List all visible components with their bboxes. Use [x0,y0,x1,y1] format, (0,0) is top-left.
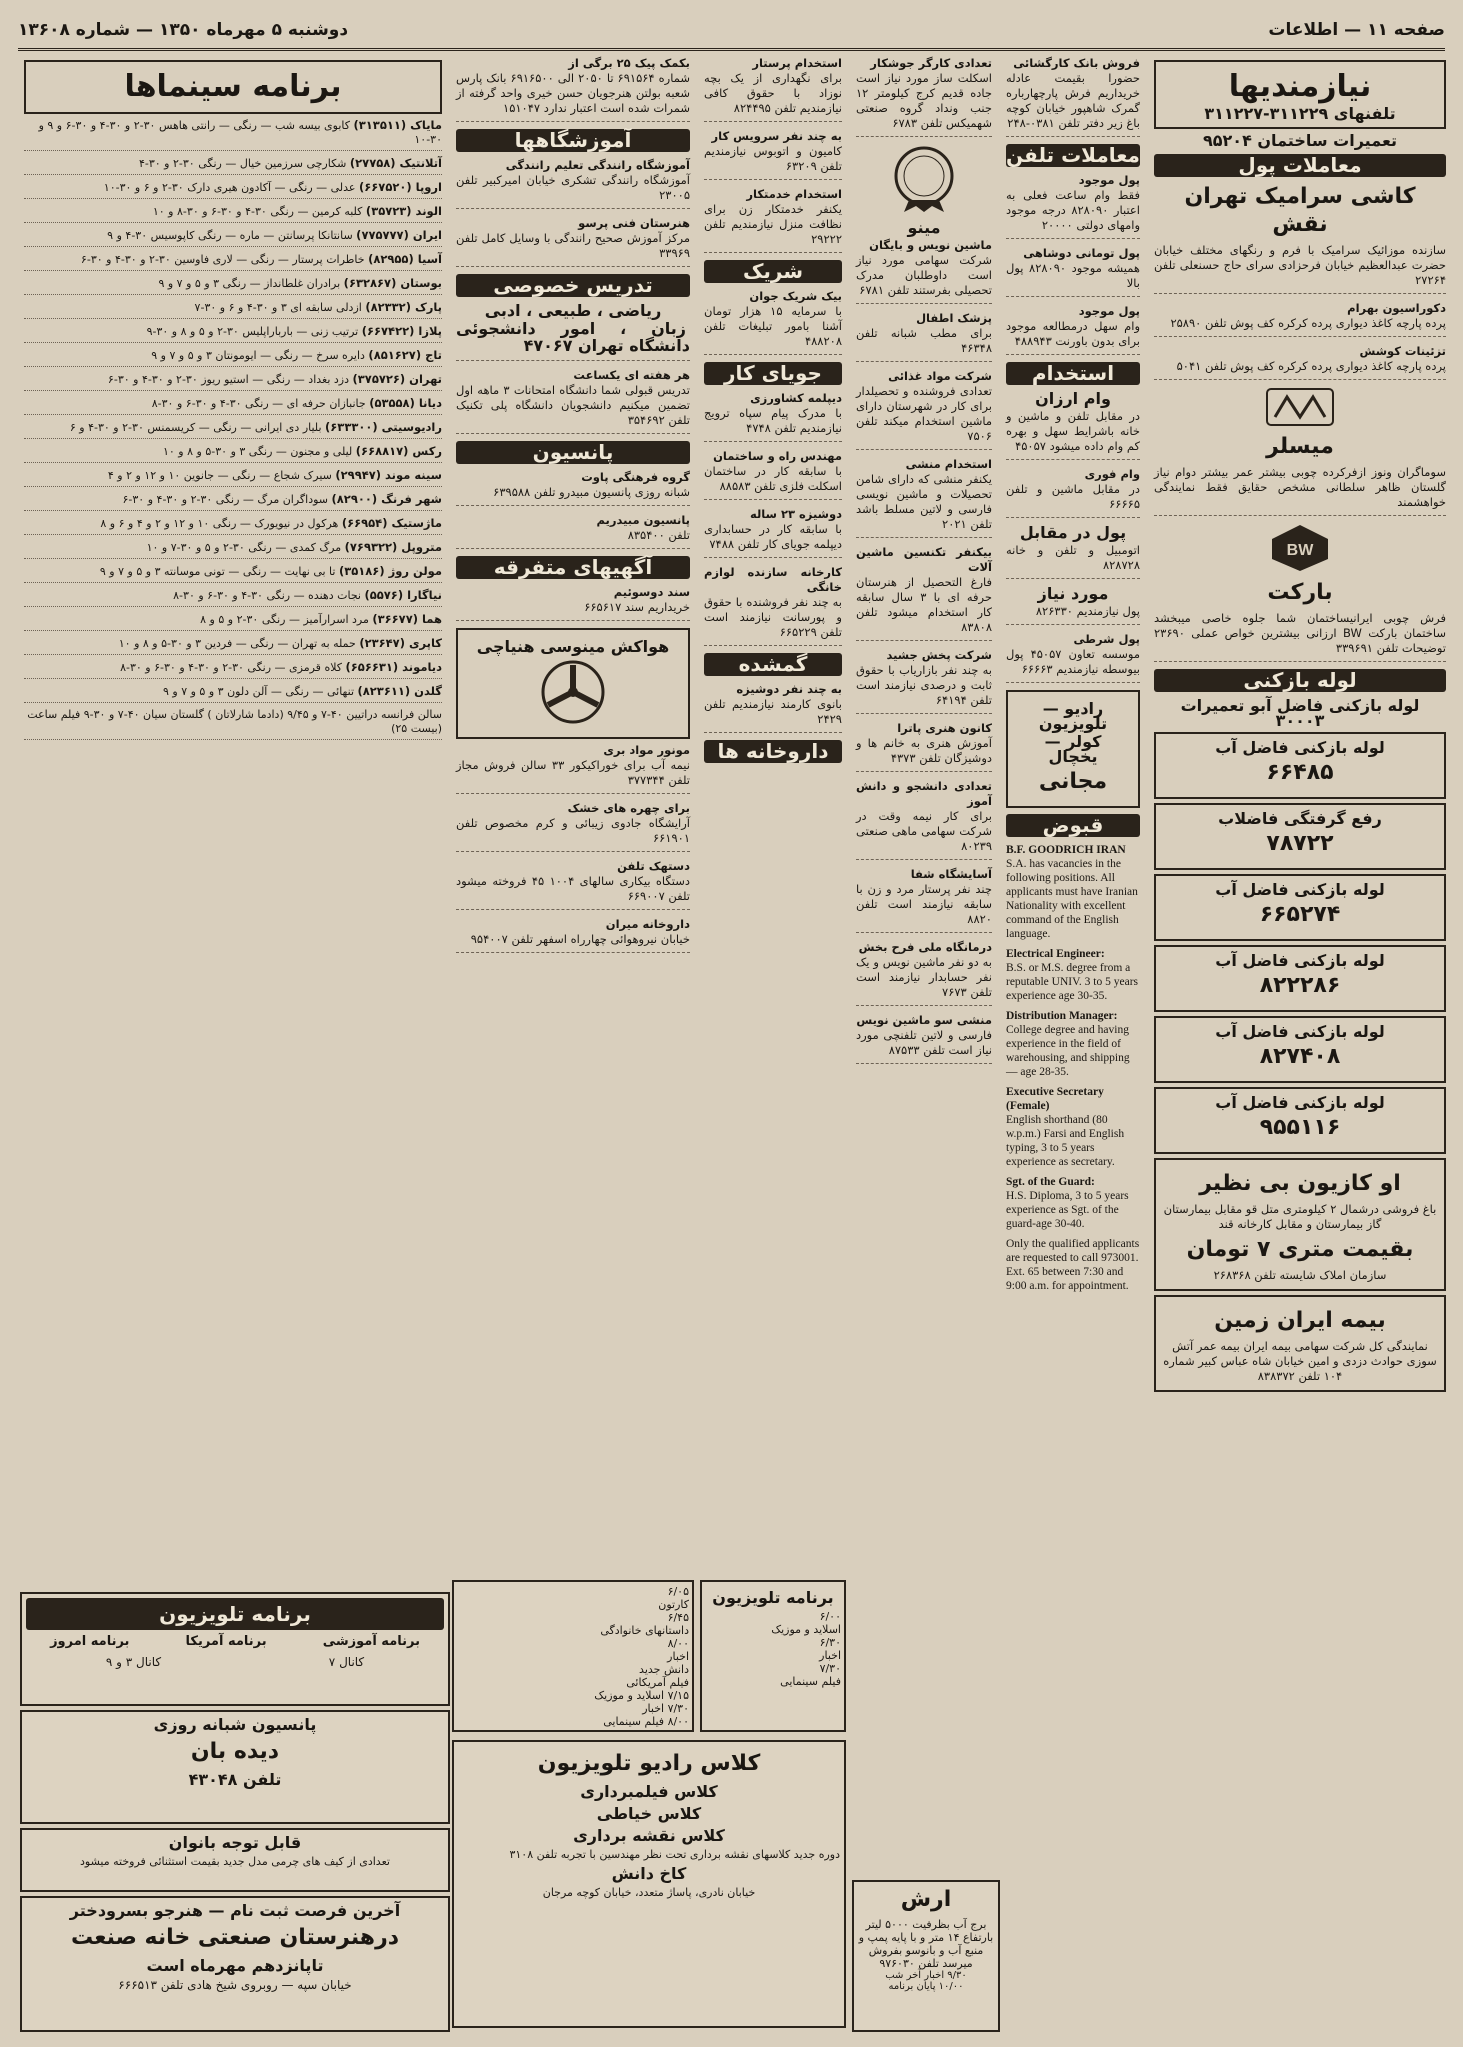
niazmandiha-phones: تلفنهای ۳۱۱۲۲۹-۳۱۱۲۲۷ [1204,104,1396,123]
class-radio-title: کلاس رادیو تلویزیون [537,1751,761,1776]
ad-item: پول تومانی دوشاهی همیشه موجود ۸۲۸۰۹۰ پول بالا [1006,246,1140,297]
ad-item: کاشی سرامیک تهران نقش سازنده موزائیک سرامیک با فرم و رنگهای مختلف خیابان حضرت عبدالعظیم خیابان فرحزادی سرای حاج حسنعلی تلفن ۲۷۲۶۴ [1154,183,1446,294]
cinema-listing: هما (۳۶۶۷۷) مرد اسرارآمیز — رنگی ۳۰-۲ و ۵ و ۸ [24,612,442,631]
radio-ad: رادیو — تلویزیون کولر — یخچال مجانی [1006,690,1140,808]
column-6 [20,56,446,1587]
ad-item: آموزشگاه رانندگی تعلیم رانندگی آموزشگاه رانندگی تشکری خیابان امیرکبیر تلفن ۲۳۰۰۵ [456,158,690,209]
ad-item: مونور مواد بری نیمه آب برای خوراکیکور ۳۳ سالن فروش مجاز تلفن ۳۷۷۳۴۴ [456,743,690,794]
banovan-ad: قابل توجه بانوان تعدادی از کیف های چرمی مدل جدید بقیمت استثنائی فروخته میشود [20,1828,450,1892]
column-1 [1150,56,1450,2033]
ad-item: پزشک اطفال برای مطب شبانه تلفن ۴۶۳۴۸ [856,311,992,362]
cinema-listing: آتلانتیک (۲۷۷۵۸) شکارچی سرزمین خیال — رنگی ۳۰-۲ و ۳۰-۴ [24,156,442,175]
ad-item: دوشیزه ۲۳ ساله با سابقه کار در حسابداری دیپلمه جویای کار تلفن ۷۴۸۸ [704,507,842,558]
issue-line: دوشنبه ۵ مهرماه ۱۳۵۰ — شماره ۱۳۶۰۸ [18,20,349,40]
cinema-listing: سینه موند (۲۹۹۴۷) سیرک شجاع — رنگی — جانوین ۱۰ و ۱۲ و ۲ و ۴ [24,468,442,487]
ad-item: مورد نیاز پول نیازمندیم ۸۲۶۳۳۰ [1006,586,1140,625]
mino-label: مینو [907,218,941,237]
cinema-listing: مایاک (۳۱۳۵۱۱) کابوی بیسه شب — رنگی — رانتی هاهس ۳۰-۲ و ۳۰-۴ و ۳۰-۶ و ۹ و ۳۰-۱۰ [24,118,442,151]
ad-item: آسایشگاه شفا چند نفر پرستار مرد و زن با سابقه نیازمند است تلفن ۸۸۲۰ [856,867,992,933]
cinema-listing: پلازا (۶۶۷۴۲۲) ترتیب زنی — بارباراپلیس ۳۰-۲ و ۵ و ۸ و ۳۰-۹ [24,324,442,343]
bw-logo-icon [1270,523,1330,573]
cinema-listing: کاپری (۲۳۶۴۷) حمله به تهران — رنگی — فردین ۳ و ۳۰-۵ و ۸ و ۱۰ [24,636,442,655]
class-film-title: کلاس فیلمبرداری [580,1782,718,1801]
cinema-listing: ایران (۷۷۵۷۷۷) سانتانکا پرسانتن — ماره — رنگی کاپوسیس ۳۰-۴ و ۹ [24,228,442,247]
ad-item: بیکنفر تکنسین ماشین آلات فارغ التحصیل از هنرستان حرفه ای با ۳ سال سابقه کار استخدام میشود تلفن ۸۳۸۰۸ [856,545,992,641]
estekhdam-bar: استخدام [1006,362,1140,385]
insurance-ad: بیمه ایران زمین نمایندگی کل شرکت سهامی بیمه ایران بیمه عمر آتش سوزی حوادث دزدی و امین خیابان شاه عباس کبیر شماره ۱۰۴ تلفن ۸۳۸۳۷۲ [1154,1295,1446,1392]
cinema-listing: اروپا (۶۶۷۵۲۰) عدلی — رنگی — آکادون هیری دارک ۳۰-۲ و ۶ و ۳۰-۱۰ [24,180,442,199]
cinema-listing: الوند (۳۵۷۲۳) کلبه کرمین — رنگی ۳۰-۴ و ۳۰-۶ و ۳۰-۸ و ۱۰ [24,204,442,223]
ad-item: سند دوسوئیم خریداریم سند ۶۶۵۶۱۷ [456,585,690,621]
page-label: صفحه ۱۱ — اطلاعات [1268,20,1445,40]
lule-ad: لوله بازکنی فاضل آب ۸۲۲۲۸۶ [1154,945,1446,1012]
ad-item: پول در مقابل اتومبیل و تلفن و خانه ۸۲۸۷۲۸ [1006,525,1140,579]
lule-text: لوله بازکنی فاضل آبو تعمیرات ۳۰۰۰۳ [1180,696,1420,730]
ad-item: گروه فرهنگی پاوت شبانه روزی پانسیون مبیدرو تلفن ۶۳۹۵۸۸ [456,470,690,506]
cinema-listing: گلدن (۸۲۳۶۱۱) تنهائی — رنگی — آلن دلون ۳ و ۵ و ۷ و ۹ [24,684,442,703]
pansion-dideban-ad: پانسیون شبانه روزی دیده بان تلفن ۴۳۰۴۸ [20,1710,450,1824]
casino-ad: او کازیون بی نظیر باغ فروشی درشمال ۲ کیلومتری متل قو مقابل بیمارستان گاز بیمارستان و مقابل کارخانه قند بقیمت متری ۷ تومان سازمان املاک شایسته تلفن ۲۶۸۳۶۸ [1154,1158,1446,1291]
ad-item: تعدادی کارگر جوشکار اسکلت ساز مورد نیاز است جاده قدیم کرج کیلومتر ۱۲ جنب ونداد گروه صنعتی شهمیکس تلفن ۶۷۸۳ [856,56,992,137]
ad-item: وام فوری در مقابل ماشین و تلفن ۶۶۶۶۵ [1006,467,1140,518]
qabouz-bar: قبوض [1006,814,1140,837]
ad-item: درمانگاه ملی فرح بخش به دو نفر ماشین نویس و یک نفر حسابدار نیازمند است تلفن ۷۶۷۳ [856,940,992,1006]
sinema-box [24,60,442,114]
svg-text:BW: BW [1286,542,1314,559]
ad-item: شرکت مواد غذائی تعدادی فروشنده و تحصیلدار برای کار در شهرستان دارای ماشین استخدام میکند تلفن ۷۵۰۶ [856,369,992,450]
kanal7-label: کانال ۷ [328,1655,365,1669]
mischler-logo-icon [1265,387,1335,427]
cinema-listing: آسیا (۸۲۹۵۵) خاطرات پرستار — رنگی — لاری فاوسین ۳۰-۲ و ۳۰-۴ و ۳۰-۶ [24,252,442,271]
ad-item: پول موجود فقط وام ساعت فعلی به اعتبار ۸۲۸۰۹۰ درجه موجود وامهای دولتی ۲۰۰۰۰ [1006,173,1140,239]
honarestan-ad: آخرین فرصت ثبت نام — هنرجو بسرودختر درهنرستان صنعتی خانه صنعت تاپانزدهم مهرماه است خیابان سپه — روبروی شیخ هادی تلفن ۶۶۶۵۱۳ [20,1896,450,2032]
cinema-listing: تاج (۸۵۱۶۲۷) دایره سرخ — رنگی — ایومونتان ۳ و ۵ و ۷ و ۹ [24,348,442,367]
class-naqsheh-title: کلاس نقشه برداری [573,1826,725,1845]
repairs-note: تعمیرات ساختمان ۹۵۲۰۴ [1203,131,1397,150]
niazmandiha-box [1154,60,1446,129]
sharik-bar: شریک [704,260,842,283]
cinema-listing: تهران (۳۷۵۷۲۶) دزد بغداد — رنگی — استیو ریوز ۳۰-۲ و ۳۰-۴ و ۳۰-۶ [24,372,442,391]
ad-item: برای چهره های خشک آرایشگاه جادوی زیبائی و کرم مخصوص تلفن ۶۶۱۹۰۱ [456,801,690,852]
lule-ad: لوله بازکنی فاضل آب ۹۵۵۱۱۶ [1154,1087,1446,1154]
page-header [18,12,1445,51]
ad-item: ریاضی ، طبیعی ، ادبی زبان ، امور دانشجوئی دانشگاه تهران ۴۷۰۶۷ [456,303,690,361]
sinema-title: برنامه سینماها [124,69,342,104]
cinema-listing: ماژستیک (۶۶۹۵۴) هرکول در نیویورک — رنگی ۱۰ و ۱۲ و ۲ و ۴ و ۶ و ۸ [24,516,442,535]
ad-item: هر هفته ای یکساعت تدریس قبولی شما دانشگاه امتحانات ۳ ماهه اول تضمین میکنیم دانشجویان دانشگاه پلی تکنیک تلفن ۳۵۴۶۹۲ [456,368,690,434]
column-2 [1002,56,1144,2033]
ad-item: هنرستان فنی پرسو مرکز آموزش صحیح رانندگی با وسایل کامل تلفن ۳۳۹۶۹ [456,216,690,267]
goodrich-title: B.F. GOODRICH IRAN [1006,844,1126,856]
havakesh-ad: هواکش مینوسی هنیاچی [456,628,690,739]
telephone-bar: معاملات تلفن [1006,143,1140,167]
tv-farda-label: برنامه امروز [50,1634,130,1649]
jouyay-bar: جویای کار [704,362,842,385]
motafaregheh-bar: آگهیهای متفرقه [456,556,690,579]
tv-kanal7-list: برنامه تلویزیون ۶/۰۰ اسلاید و موزیک ۶/۳۰ اخبار ۷/۳۰ فیلم سینمایی [700,1580,846,1732]
ad-item: تعدادی دانشجو و دانش آموز برای کار نیمه وقت در شرکت سهامی ماهی صنعتی ۸۰۲۳۹ [856,779,992,860]
ad-item: منشی سو ماشین نویس فارسی و لاتین تلفنچی مورد نیاز است تلفن ۸۷۵۳۳ [856,1013,992,1064]
column-3 [852,56,996,2033]
lule-ad: لوله بازکنی فاضل آب ۸۲۷۴۰۸ [1154,1016,1446,1083]
film-note: سالن فرانسه دراتیین ۴۰-۷ و ۹/۴۵ (دادما شارلاتان ) گلستان سیان ۴۰-۷ و ۳۰-۹ فیلم ساعت (بیست ۲۵) [24,708,442,740]
goodrich-ad: B.F. GOODRICH IRAN S.A. has vacancies in the following positions. All applicants must have Iranian Nationality with excellent command of the English language. Electrical Engineer: B.S. or M.S. degree from a reputable UNIV. 3 to 5 years experience age 30-35. Distribution Manager: College degree and having experience in the field of warehousing, and shipping — age 28-35. Executive Secretary (Female) English shorthand (80 w.p.m.) Farsi and English typing, 3 to 5 years experience as secretary. Sgt. of the Guard: H.S. Diploma, 3 to 5 years experience as Sgt. of the guard-age 30-40. Only the qualified applicants are requested to call 973001. Ext. 65 between 7:30 and 9:00 a.m. for appointment. [1006,844,1140,1292]
ad-item: بکمک پیک ۲۵ برگی از شماره ۶۹۱۵۶۴ تا ۲۰۵۰ الی ۶۹۱۶۵۰۰ بانک پارس شعبه بولتن هنرجویان حسن خیرى واحد گرفته از شمرات شده است اعتبار ندارد ۱۵۱۰۴۷ [456,56,690,122]
column-4 [700,56,846,1727]
lule-ad: لوله بازکنی فاضل آب ۶۶۵۲۷۴ [1154,874,1446,941]
cinema-listing: دیاموند (۶۵۶۶۳۱) کلاه قرمزی — رنگی ۳۰-۲ و ۳۰-۴ و ۳۰-۶ و ۳۰-۸ [24,660,442,679]
tv-edu-label: برنامه آموزشی [322,1634,420,1649]
amozeshgah-bar: آموزشگاهها [456,129,690,152]
ad-item: تزئینات کوشش پرده پارچه کاغذ دیواری پرده کرکره کف پوش تلفن ۵۰۴۱ [1154,344,1446,380]
ad-item: بیک شریک جوان با سرمایه ۱۵ هزار تومان آشنا بامور تبلیغات تلفن ۴۸۸۲۰۸ [704,289,842,355]
tv-kanal39-list: ۶/۰۵ کارتون ۶/۴۵ داستانهای خانوادگی ۸/۰۰ اخبار دانش جدید فیلم آمریکائی ۷/۱۵ اسلاید و موزیک ۷/۳۰ اخبار ۸/۰۰ فیلم سینمایی [452,1580,694,1732]
cinema-listing: دیانا (۵۳۵۵۸) جانبازان حرفه ای — رنگی ۳۰-۴ و ۳۰-۶ و ۳۰-۸ [24,396,442,415]
aresh-ad: ارش برج آب بظرفیت ۵۰۰۰ لیتر بارتفاع ۱۴ متر و با پایه پمپ و منبع آب و بانوسو بفروش میرسد تلفن ۹۷۶۰۳۰ ۹/۳۰ اخبار آخر شب ۱۰/۰۰ پایان برنامه [852,1880,1000,2032]
ad-item: پول موجود وام سهل درمطالعه موجود برای بدون باورنت ۴۸۸۹۴۳ [1006,304,1140,355]
ad-item: پول شرطی موسسه تعاون ۴۵۰۵۷ پول بیوسطه نیازمندیم ۶۶۶۶۳ [1006,632,1140,683]
kanal39-label: کانال ۳ و ۹ [105,1655,162,1669]
ad-item: داروخانه میران خیابان نیروهوائی چهارراه اسفهر تلفن ۹۵۴۰۰۷ [456,917,690,953]
cinema-listing: پارک (۸۲۳۳۲) ازدلی سابقه ای ۳ و ۳۰-۴ و ۶ و ۳۰-۷ [24,300,442,319]
cinema-listing: بوستان (۶۳۲۸۶۷) برادران غلطانداز — رنگی ۳ و ۵ و ۷ و ۹ [24,276,442,295]
fan-icon [528,657,618,727]
ad-item: دکوراسیون بهرام پرده پارچه کاغذ دیواری پرده کرکره کف پوش تلفن ۲۵۸۹۰ [1154,301,1446,337]
ad-item: شرکت پخش جشید به چند نفر بازاریاب با حقوق ثابت و درصدی نیازمند است تلفن ۶۴۱۹۴ [856,648,992,714]
lule-ad: لوله بازکنی فاضل آب ۶۶۴۸۵ [1154,732,1446,799]
ad-item: دستهک تلفن دستگاه بیکاری سالهای ۱۰۰۴ ۴۵ فروخته میشود تلفن ۶۶۹۰۰۷ [456,859,690,910]
lule-ad: رفع گرفتگی فاضلاب ۷۸۷۲۲ [1154,803,1446,870]
lule-bar: لوله بازکنی [1154,669,1446,692]
ad-item: کانون هنری پاترا آموزش هنری به خانم ها و دوشیزگان تلفن ۴۳۷۳ [856,721,992,772]
ad-item: BW بارکت فرش چوبی ایرانیساختمان شما جلوه خاصی میبخشد ساختمان بارکت BW ارزانی بیشترین خواص عملی ۲۳۶۹۰ توضیحات تلفن ۳۳۹۶۹۱ [1154,523,1446,662]
ad-item: میسلر سوماگران ونوز ازفرکرده چوبی بیشتر عمر بیشتر دوام نیاز گلستان ظاهر سلطانی مشخص حقایق فقط نمایندگی خواهشمند [1154,387,1446,516]
class-khayati-title: کلاس خیاطی [596,1804,702,1823]
cinema-listing: متروپل (۷۶۹۳۲۲) مرگ کمدی — رنگی ۳۰-۲ و ۵ و ۳۰-۷ و ۱۰ [24,540,442,559]
cinema-listing: رکس (۶۶۸۸۱۷) لیلی و مجنون — رنگی ۳ و ۳۰-۵ و ۸ و ۱۰ [24,444,442,463]
pansion-bar: پانسیون [456,441,690,464]
cinema-listing: رادیوسیتی (۶۳۳۳۰۰) بلیار دی ایرانی — رنگی — کریسمنس ۳۰-۲ و ۳۰-۴ و ۶ [24,420,442,439]
tv-program-title: برنامه تلویزیون [26,1598,444,1630]
ad-item: استخدام خدمتکار یکنفر خدمتکار زن برای نظافت منزل نیازمندیم تلفن ۲۹۲۲۲ [704,187,842,253]
column-5 [452,56,694,1727]
ad-item: استخدام منشی یکنفر منشی که دارای شامن تحصیلات و ماشین نویسی فارسی و لاتین مسلط باشد تلفن ۲۰۲۱ [856,457,992,538]
ad-item: وام ارزان در مقابل تلفن و ماشین و خانه باشرایط سهل و بهره کم وام داده میشود ۴۵۰۵۷ [1006,391,1140,460]
ad-item: به چند نفر سرویس کار کامیون و اتوبوس نیازمندیم تلفن ۶۳۲۰۹ [704,129,842,180]
cinema-listing: مولن روژ (۳۵۱۸۶) تا بی نهایت — رنگی — تونی موسانته ۳ و ۵ و ۷ و ۹ [24,564,442,583]
tadris-bar: تدریس خصوصی [456,274,690,297]
ad-item: پانسیون مبیدریم تلفن ۸۳۵۴۰۰ [456,513,690,549]
tv-amrika-label: برنامه آمریکا [185,1634,267,1649]
cinema-listing: شهر فرنگ (۸۲۹۰۰) سوداگران مرگ — رنگی ۳۰-۲ و ۳۰-۴ و ۳۰-۶ [24,492,442,511]
niazmandiha-title: نیازمندیها [1228,69,1372,104]
tv-program-block [20,1592,450,1706]
mino-logo-icon [884,144,964,214]
ad-item: به چند نفر دوشیزه بانوی کارمند نیازمندیم تلفن ۲۴۲۹ [704,682,842,733]
ad-item: دیپلمه کشاورزی با مدرک پیام سپاه ترویج نیازمندیم تلفن ۴۷۴۸ [704,391,842,442]
cinema-listing: نیاگارا (۵۵۷۶) نجات دهنده — رنگی ۳۰-۴ و ۳۰-۶ و ۳۰-۸ [24,588,442,607]
darukhaneh-bar: داروخانه ها [704,740,842,763]
gomshodeh-bar: گمشده [704,653,842,676]
muamelat-bar: معاملات پول [1154,154,1446,177]
aresh-title: ارش [900,1887,952,1912]
ad-item: فروش بانک کارگشائی حضورا بقیمت عادله خریداریم فرش پارچهارباره گمرک شاهپور خیابان کوچه باغ زیر دفتر تلفن ۰۳۸۱-۲۴۸ [1006,56,1140,137]
ad-item: ماشین نویس و بایگان شرکت سهامی مورد نیاز است داوطلبان مدرک تحصیلی بفرستند تلفن ۶۷۸۱ [856,238,992,304]
ad-item: کارخانه سازنده لوازم خانگی به چند نفر فروشنده با حقوق و پورسانت نیازمند است تلفن ۶۶۵۲۲۹ [704,565,842,646]
ad-item: مهندس راه و ساختمان با سابقه کار در ساختمان اسکلت فلزی تلفن ۸۸۵۸۳ [704,449,842,500]
classes-block: کلاس رادیو تلویزیون کلاس فیلمبرداری کلاس خیاطی کلاس نقشه برداری دوره جدید کلاسهای نقشه برداری تحت نظر مهندسین با تجربه تلفن ۳۱۰۸ کاخ دانش خیابان نادری، پاساژ متعدد، خیابان کوچه مرجان [452,1740,846,2028]
ad-item: استخدام پرستار برای نگهداری از یک بچه نوزاد با حقوق کافی نیازمندیم تلفن ۸۲۴۴۹۵ [704,56,842,122]
